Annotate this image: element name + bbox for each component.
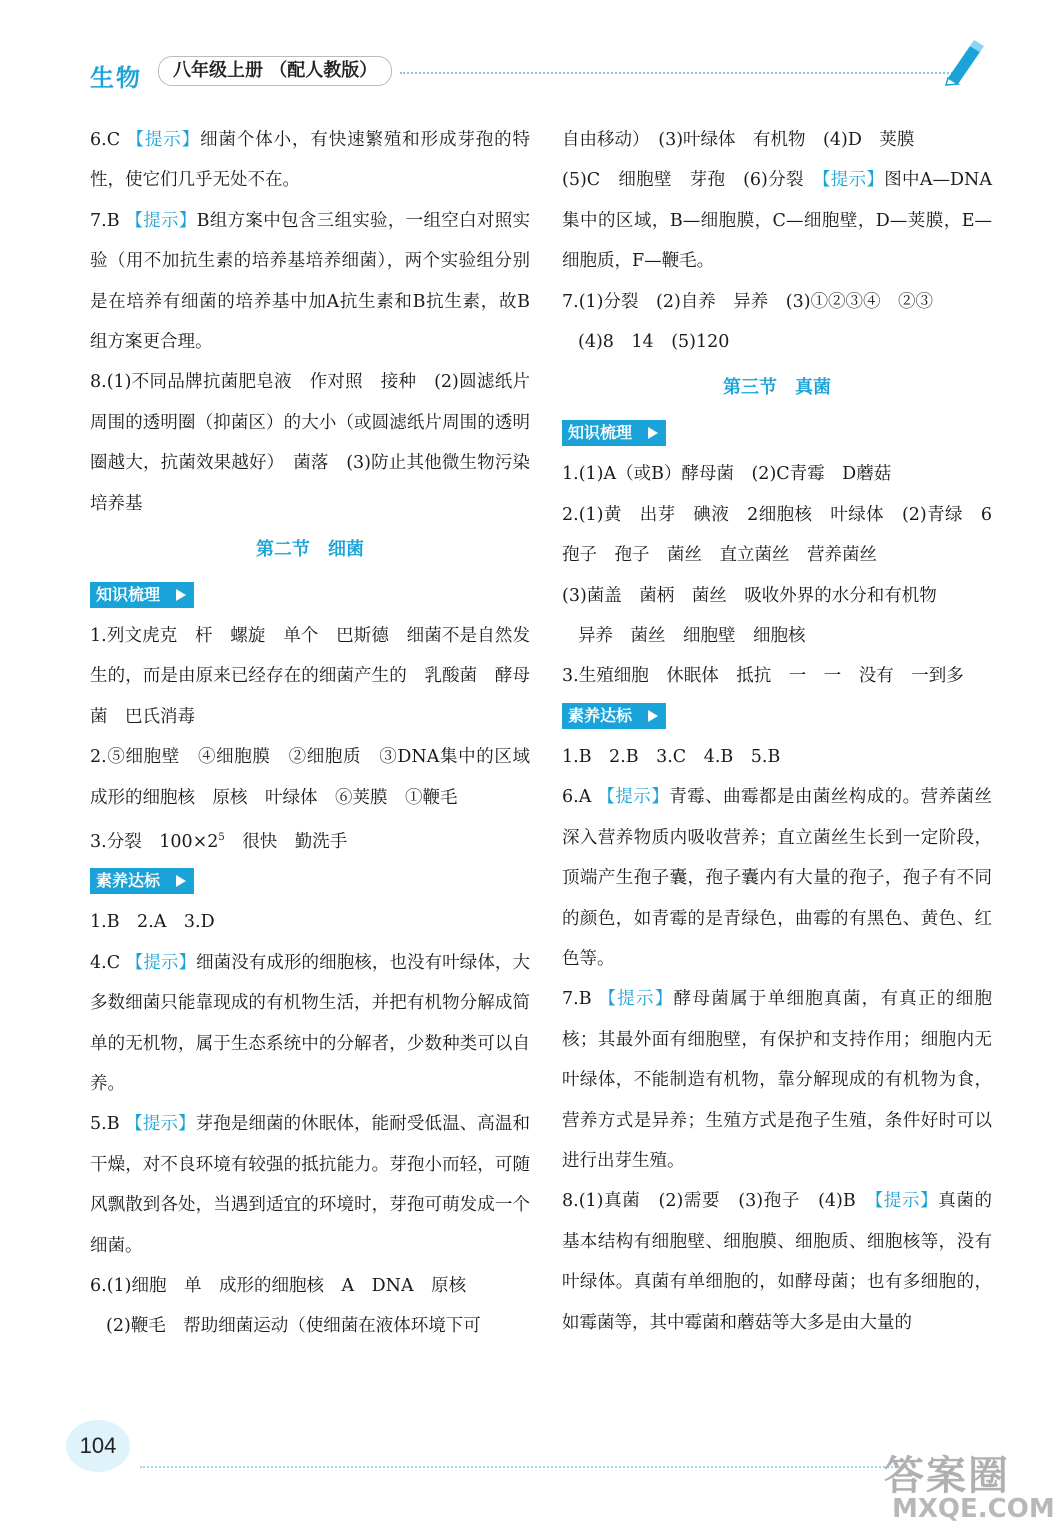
hint-label: 【提示】 <box>126 130 201 150</box>
fungi-knowledge-2b: (3)菌盖 菌柄 菌丝 吸收外界的水分和有机物 <box>562 585 937 606</box>
hint-label: 【提示】 <box>125 1114 196 1135</box>
arrow-icon <box>176 875 186 887</box>
answer-7b-cont: (4)8 14 (5)120 <box>578 332 730 353</box>
page-number: 104 <box>66 1420 130 1472</box>
knowledge-1: 1.列文虎克 杆 螺旋 单个 巴斯德 细菌不是自然发生的，而是由原来已经存在的细菌产生的 乳酸菌 酵母菌 巴氏消毒 <box>90 626 530 727</box>
tag-literacy: 素养达标 <box>562 703 666 729</box>
hint-label: 【提示】 <box>125 952 197 973</box>
fungi-literacy-6a: 6.A 【提示】青霉、曲霉都是由菌丝构成的。营养菌丝深入营养物质内吸收营养；直立菌丝生长到一定阶段，顶端产生孢子囊，孢子囊内有大量的孢子，孢子有不同的颜色，如青霉的是青绿色，曲霉的有黑色、黄色、红色等。 <box>562 787 993 969</box>
fungi-knowledge-1: 1.(1)A（或B）酵母菌 (2)C青霉 D蘑菇 <box>562 464 892 485</box>
literacy-1-3: 1.B 2.A 3.D <box>90 912 215 933</box>
tag-knowledge: 知识梳理 <box>562 420 666 446</box>
literacy-6b: (2)鞭毛 帮助细菌运动（使细菌在液体环境下可 <box>106 1316 481 1337</box>
section-title-bacteria: 第二节 细菌 <box>256 539 364 561</box>
fungi-literacy-7b: 7.B 【提示】酵母菌属于单细胞真菌，有真正的细胞核；其最外面有细胞壁，有保护和支持作用；细胞内无叶绿体，不能制造有机物，靠分解现成的有机物为食，营养方式是异养；生殖方式是孢子生殖，条件好时可以进行出芽生殖。 <box>562 989 993 1171</box>
tag-literacy: 素养达标 <box>90 868 194 894</box>
section-title-fungi: 第三节 真菌 <box>723 377 831 399</box>
page-header <box>90 52 990 92</box>
cont-line-2: (5)C 细胞壁 芽孢 (6)分裂 【提示】图中A—DNA集中的区域，B—细胞膜，C—细胞壁，D—荚膜，E—细胞质，F—鞭毛。 <box>562 170 993 272</box>
knowledge-3: 3.分裂 $100\times 2^5$ 很快 勤洗手 <box>90 831 348 852</box>
arrow-icon <box>648 427 658 439</box>
header-divider <box>400 72 960 74</box>
fungi-literacy-8: 8.(1)真菌 (2)需要 (3)孢子 (4)B 【提示】真菌的基本结构有细胞壁、细胞膜、细胞质、细胞核等，没有叶绿体。真菌有单细胞的，如酵母菌；也有多细胞的，如霉菌等，其中霉菌和蘑菇等大多是由大量的 <box>562 1191 993 1333</box>
literacy-4c: 4.C 【提示】细菌没有成形的细胞核，也没有叶绿体，大多数细菌只能靠现成的有机物生活，并把有机物分解成简单的无机物，属于生态系统中的分解者，少数种类可以自养。 <box>90 952 531 1094</box>
knowledge-2: 2.⑤细胞壁 ④细胞膜 ②细胞质 ③DNA集中的区域 成形的细胞核 原核 叶绿体 ⑥荚膜 ①鞭毛 <box>90 747 548 808</box>
fungi-knowledge-2c: 异养 菌丝 细胞壁 细胞核 <box>578 626 806 647</box>
hint-label: 【提示】 <box>821 170 885 191</box>
arrow-icon <box>176 589 186 601</box>
answer-7a: 7.(1)分裂 (2)自养 异养 (3)①②③④ ②③ <box>562 291 934 312</box>
pencil-icon <box>940 38 990 86</box>
arrow-icon <box>648 710 658 722</box>
hint-label: 【提示】 <box>125 210 197 231</box>
fungi-literacy-1-5: 1.B 2.B 3.C 4.B 5.B <box>562 746 781 767</box>
fungi-knowledge-3: 3.生殖细胞 休眠体 抵抗 一 一 没有 一到多 <box>562 666 964 687</box>
literacy-6a: 6.(1)细胞 单 成形的细胞核 A DNA 原核 <box>90 1275 467 1296</box>
answer-6c: 6.C 【提示】细菌个体小，有快速繁殖和形成芽孢的特性，使它们几乎无处不在。 <box>90 130 530 191</box>
hint-label: 【提示】 <box>597 787 670 808</box>
fungi-knowledge-2: 2.(1)黄 出芽 碘液 2细胞核 叶绿体 (2)青绿 6孢子 孢子 菌丝 直立菌丝 营养菌丝 <box>562 504 992 566</box>
subject-title: 生物 <box>90 64 142 92</box>
grade-label: 八年级上册 （配人教版） <box>158 56 392 86</box>
hint-label: 【提示】 <box>874 1191 939 1212</box>
answer-8: 8.(1)不同品牌抗菌肥皂液 作对照 接种 (2)圆滤纸片周围的透明圈（抑菌区）的大小（或圆滤纸片周围的透明圈越大，抗菌效果越好） 菌落 (3)防止其他微生物污染培养基 <box>90 372 530 514</box>
hint-label: 【提示】 <box>598 989 674 1010</box>
left-column <box>90 120 548 1347</box>
watermark-logo: 答案圈 MXQE.COM <box>884 1453 1055 1524</box>
answer-7b: 7.B 【提示】B组方案中包含三组实验，一组空白对照实验（用不加抗生素的培养基培养细菌），两个实验组分别是在培养有细菌的培养基中加A抗生素和B抗生素，故B组方案更合理。 <box>90 210 530 353</box>
footer-divider <box>140 1466 900 1468</box>
right-column <box>562 120 992 1343</box>
literacy-5b: 5.B 【提示】芽孢是细菌的休眠体，能耐受低温、高温和干燥，对不良环境有较强的抵抗能力。芽孢小而轻，可随风飘散到各处，当遇到适宜的环境时，芽孢可萌发成一个细菌。 <box>90 1114 531 1256</box>
tag-knowledge: 知识梳理 <box>90 582 194 608</box>
cont-line-1: 自由移动） (3)叶绿体 有机物 (4)D 荚膜 <box>562 130 915 150</box>
